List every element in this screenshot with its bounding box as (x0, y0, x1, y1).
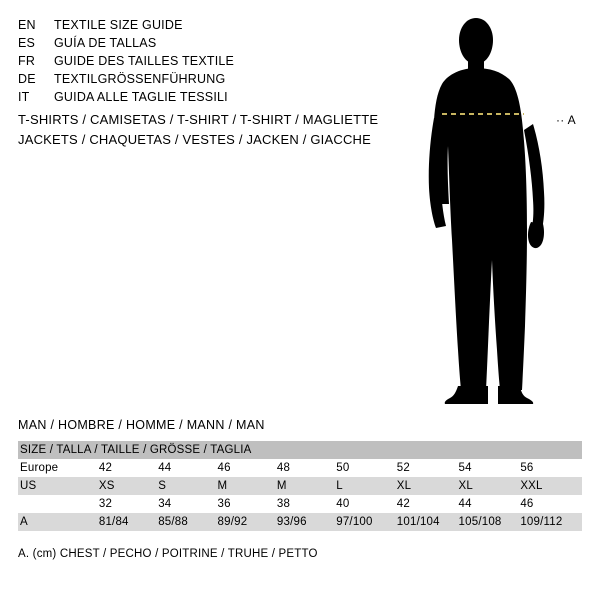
body-figure (400, 10, 600, 410)
language-text: TEXTILE SIZE GUIDE (54, 18, 183, 32)
language-text: GUIDE DES TAILLES TEXTILE (54, 54, 235, 68)
language-row (18, 88, 398, 106)
table-cell: XS (99, 477, 158, 495)
category-tshirts: T-SHIRTS / CAMISETAS / T-SHIRT / T-SHIRT / MAGLIETTE (18, 112, 379, 127)
language-text: TEXTILGRÖSSENFÜHRUNG (54, 72, 226, 86)
table-cell: 42 (397, 495, 459, 513)
language-row (18, 52, 398, 70)
table-row (18, 513, 582, 531)
size-table (18, 441, 582, 531)
table-footnote: A. (cm) CHEST / PECHO / POITRINE / TRUHE / PETTO (18, 548, 318, 560)
chest-callout-label: ·· A (556, 113, 576, 127)
language-legend (18, 16, 398, 106)
table-cell: 46 (520, 495, 582, 513)
table-row (18, 495, 582, 513)
table-row (18, 477, 582, 495)
table-cell: S (158, 477, 217, 495)
table-cell: 36 (218, 495, 277, 513)
table-cell: 40 (336, 495, 397, 513)
language-code: EN (18, 18, 36, 32)
language-code: DE (18, 72, 36, 86)
table-cell: 109/112 (520, 513, 582, 531)
table-cell: 48 (277, 459, 336, 477)
table-cell: M (277, 477, 336, 495)
row-label: A (18, 513, 99, 531)
language-row (18, 70, 398, 88)
table-cell: XXL (520, 477, 582, 495)
table-cell: 105/108 (459, 513, 521, 531)
garment-categories (18, 110, 418, 150)
table-cell: XL (397, 477, 459, 495)
table-cell: 56 (520, 459, 582, 477)
row-label: US (18, 477, 99, 495)
table-cell: 42 (99, 459, 158, 477)
language-text: GUÍA DE TALLAS (54, 36, 157, 50)
table-cell: 93/96 (277, 513, 336, 531)
category-jackets: JACKETS / CHAQUETAS / VESTES / JACKEN / GIACCHE (18, 132, 372, 147)
table-cell: 38 (277, 495, 336, 513)
row-label: Europe (18, 459, 99, 477)
table-cell: 44 (459, 495, 521, 513)
row-label (18, 495, 99, 513)
table-cell: 54 (459, 459, 521, 477)
table-title: MAN / HOMBRE / HOMME / MANN / MAN (18, 418, 265, 432)
table-header-row (18, 441, 582, 459)
table-cell: M (218, 477, 277, 495)
table-cell: 50 (336, 459, 397, 477)
table-header-label: SIZE / TALLA / TAILLE / GRÖSSE / TAGLIA (18, 441, 582, 459)
table-cell: 81/84 (99, 513, 158, 531)
table-cell: 97/100 (336, 513, 397, 531)
language-row (18, 16, 398, 34)
table-cell: 89/92 (218, 513, 277, 531)
table-cell: 44 (158, 459, 217, 477)
table-cell: 101/104 (397, 513, 459, 531)
table-cell: 85/88 (158, 513, 217, 531)
table-cell: 34 (158, 495, 217, 513)
table-cell: XL (459, 477, 521, 495)
table-cell: L (336, 477, 397, 495)
language-code: IT (18, 90, 30, 104)
table-cell: 52 (397, 459, 459, 477)
language-text: GUIDA ALLE TAGLIE TESSILI (54, 90, 228, 104)
table-row (18, 459, 582, 477)
language-code: ES (18, 36, 36, 50)
table-cell: 32 (99, 495, 158, 513)
male-silhouette-icon (400, 10, 600, 410)
table-cell: 46 (218, 459, 277, 477)
language-code: FR (18, 54, 36, 68)
language-row (18, 34, 398, 52)
